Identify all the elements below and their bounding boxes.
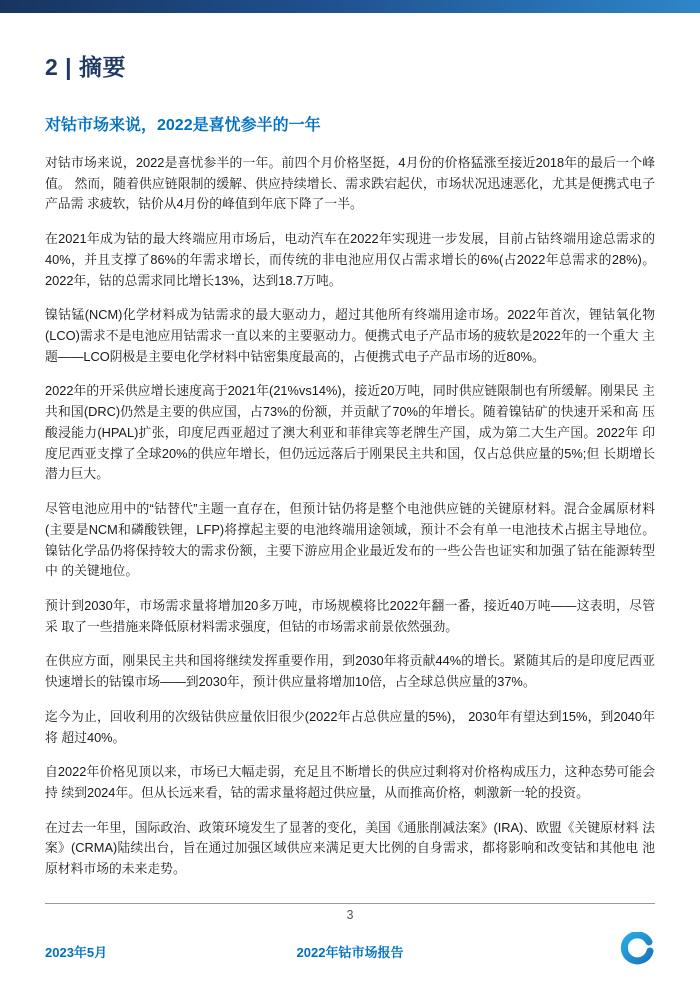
- body-paragraph: 尽管电池应用中的“钴替代”主题一直存在，但预计钴仍将是整个电池供应链的关键原材料。混合金属原材料 (主要是NCM和磷酸铁锂，LFP)将撑起主要的电池终端用途领域，预计不会有单一电池技术占据主导地位。 镍钴化学品仍将保持较大的需求份额，主要下游应用企业最近发布的一些公告也证实和加强了钴在能源转型中 的关键地位。: [45, 501, 655, 579]
- body-paragraph: 在2021年成为钴的最大终端应用市场后，电动汽车在2022年实现进一步发展，目前占钴终端用途总需求的 40%，并且支撑了86%的年需求增长，而传统的非电池应用仅占需求增长的6%(占2022年总需求的28%)。 2022年，钴的总需求同比增长13%，达到18.7万吨。: [45, 231, 655, 288]
- top-accent-bar: [0, 0, 700, 13]
- footer-divider: [45, 903, 655, 904]
- body-paragraph: 预计到2030年，市场需求量将增加20多万吨，市场规模将比2022年翻一番，接近40万吨——这表明，尽管采 取了一些措施来降低原材料需求强度，但钴的市场需求前景依然强劲。: [45, 597, 655, 634]
- footer: [0, 930, 700, 980]
- footer-report-title: 2022年钴市场报告: [296, 945, 404, 960]
- body-paragraph: 迄今为止，回收利用的次级钴供应量依旧很少(2022年占总供应量的5%)， 2030年有望达到15%，到2040年将 超过40%。: [45, 708, 655, 745]
- footer-date: 2023年5月: [45, 945, 108, 960]
- body-paragraph: 镍钴锰(NCM)化学材料成为钴需求的最大驱动力，超过其他所有终端用途市场。2022年首次，锂钴氧化物 (LCO)需求不是电池应用钴需求一直以来的主要驱动力。便携式电子产品市场的疲软是2022年的一个重大 主题——LCO阴极是主要电化学材料中钴密集度最高的，占便携式电子产品市场的近80%。: [45, 307, 655, 364]
- body-paragraph: 在供应方面，刚果民主共和国将继续发挥重要作用，到2030年将贡献44%的增长。紧随其后的是印度尼西亚 快速增长的钴镍市场——到2030年，预计供应量将增加10倍，占全球总供应量的37%。: [45, 653, 655, 690]
- body-paragraph: 自2022年价格见顶以来，市场已大幅走弱，充足且不断增长的供应过剩将对价格构成压力，这种态势可能会持 续到2024年。但从长远来看，钴的需求量将超过供应量，从而推高价格，刺激新一轮的投资。: [45, 764, 655, 800]
- body-paragraph: 2022年的开采供应增长速度高于2021年(21%vs14%)，接近20万吨，同时供应链限制也有所缓解。刚果民 主共和国(DRC)仍然是主要的供应国，占73%的份额，并贡献了70%的年增长。随着镍钴矿的快速开采和高 压酸浸能力(HPAL)扩张，印度尼西亚超过了澳大利亚和菲律宾等老牌生产国，成为第二大生产国。2022年 印度尼西亚支撑了全球20%的供应年增长，但仍远远落后于刚果民主共和国，仅占总供应量的5%;但 长期增长潜力巨大。: [45, 383, 656, 482]
- body-paragraph: 在过去一年里，国际政治、政策环境发生了显著的变化，美国《通胀削减法案》(IRA)、欧盟《关键原材料 法案》(CRMA)陆续出台，旨在通过加强区域供应来满足更大比例的自身需求，都将影响和改变钴和其他电 池原材料市场的未来走势。: [45, 819, 655, 877]
- section-title: 2 | 摘要: [45, 54, 127, 80]
- body-paragraph: 对钴市场来说，2022是喜忧参半的一年。前四个月价格坚挺，4月份的价格猛涨至接近2018年的最后一个峰值。 然而，随着供应链限制的缓解、供应持续增长、需求跌宕起伏，市场状况迅速恶化，尤其是便携式电子产品需 求疲软，钴价从4月份的峰值到年底下降了一半。: [45, 155, 655, 212]
- page-subtitle: 对钴市场来说，2022是喜忧参半的一年: [45, 117, 321, 134]
- cobalt-institute-logo-icon: [619, 932, 655, 968]
- page-content: [0, 13, 700, 894]
- page-number: 3: [346, 908, 354, 922]
